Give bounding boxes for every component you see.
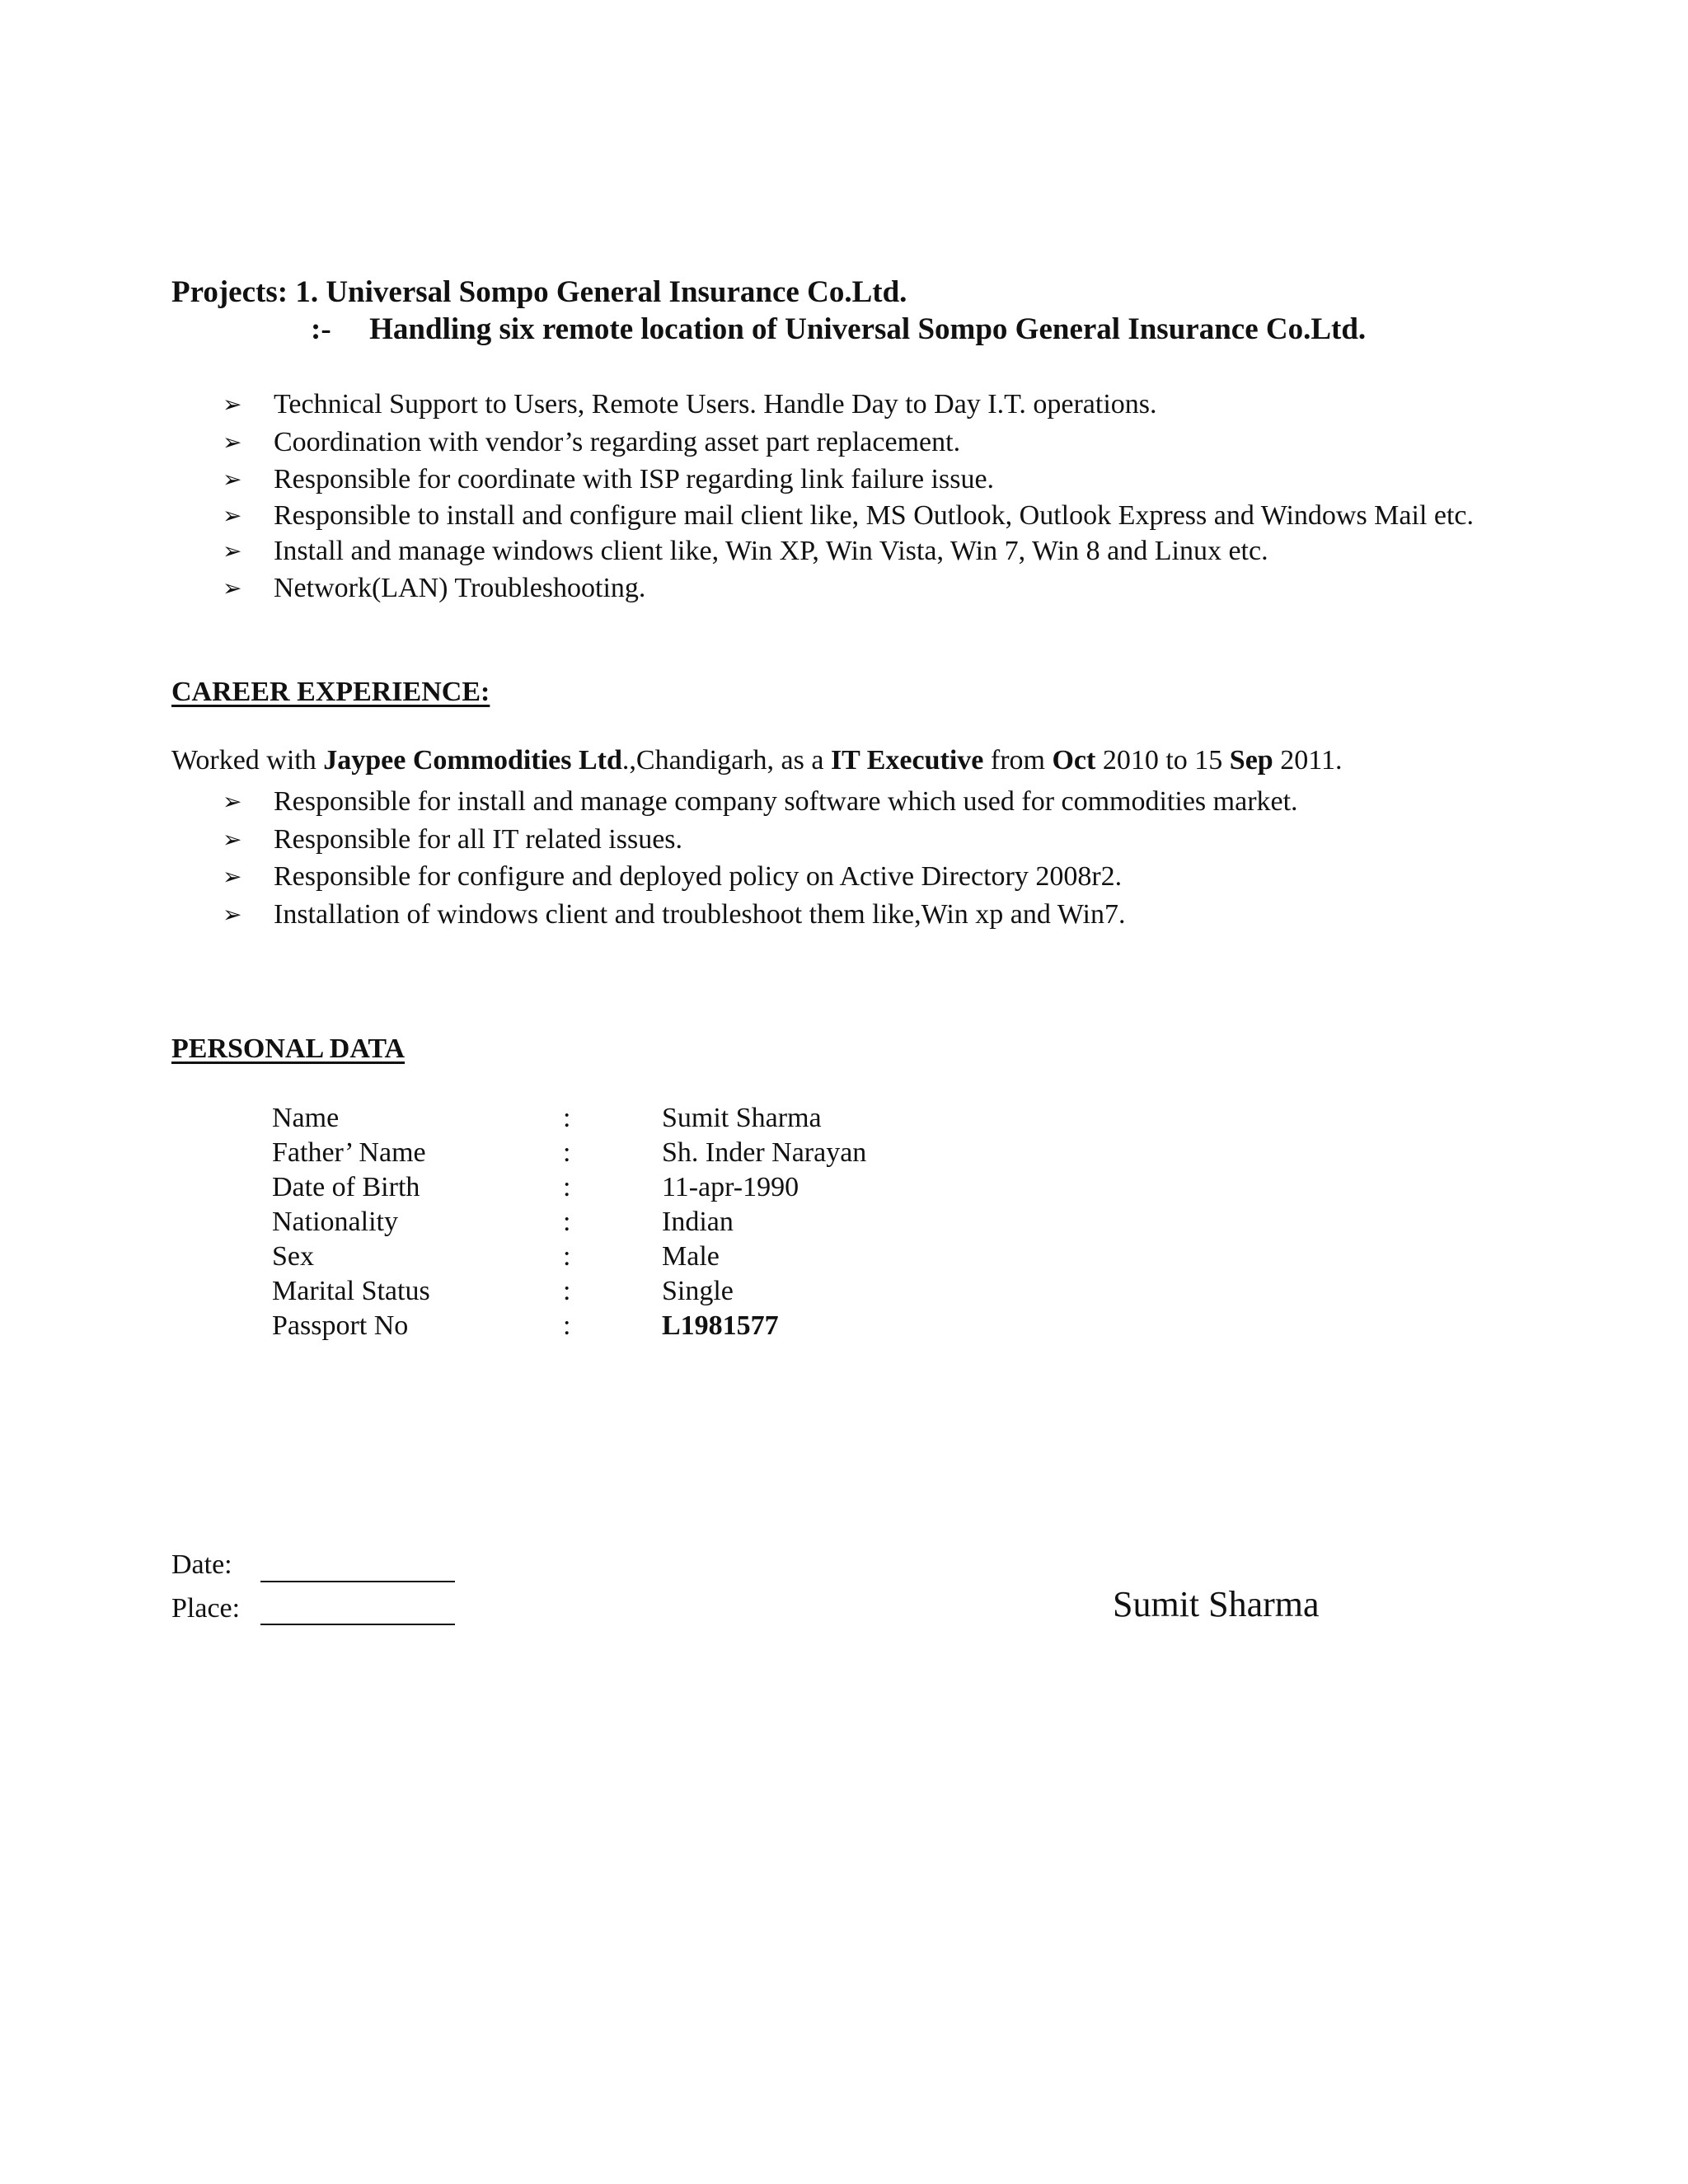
place-label: Place: bbox=[171, 1593, 241, 1624]
projects-label: Projects: bbox=[171, 275, 288, 309]
list-item: ➢ Responsible for coordinate with ISP regarding link failure issue. bbox=[223, 461, 1508, 499]
pd-value: Indian bbox=[662, 1207, 734, 1237]
pd-colon: : bbox=[563, 1172, 571, 1202]
career-heading: CAREER EXPERIENCE: bbox=[171, 677, 490, 707]
company-name: Jaypee Commodities Ltd bbox=[323, 745, 622, 776]
list-item: ➢ Responsible to install and configure mail client like, MS Outlook, Outlook Express and Windows Mail etc. bbox=[223, 499, 1475, 531]
list-item: ➢ Install and manage windows client like, Win XP, Win Vista, Win 7, Win 8 and Linux etc. bbox=[223, 532, 1508, 570]
arrow-bullet-icon: ➢ bbox=[223, 825, 242, 853]
projects-bullet-list bbox=[223, 386, 1508, 607]
arrow-bullet-icon: ➢ bbox=[223, 900, 242, 928]
projects-title-line bbox=[171, 277, 907, 307]
projects-subtitle: Handling six remote location of Universal Sompo General Insurance Co.Ltd. bbox=[369, 312, 1367, 346]
table-row bbox=[0, 1312, 989, 1347]
list-item: ➢ Coordination with vendor’s regarding asset part replacement. bbox=[223, 424, 1508, 462]
arrow-bullet-icon: ➢ bbox=[223, 537, 242, 565]
projects-sub-prefix: :- bbox=[311, 312, 331, 346]
pd-value: Single bbox=[662, 1276, 734, 1306]
list-item: ➢ Installation of windows client and troubleshoot them like,Win xp and Win7. bbox=[223, 896, 1508, 934]
arrow-bullet-icon: ➢ bbox=[223, 788, 242, 815]
list-item: ➢ Responsible for all IT related issues. bbox=[223, 821, 1508, 859]
projects-subtitle-line bbox=[311, 314, 1366, 344]
pd-colon: : bbox=[563, 1137, 571, 1168]
pd-colon: : bbox=[563, 1207, 571, 1237]
pd-value: Sh. Inder Narayan bbox=[662, 1137, 867, 1168]
pd-label: Sex bbox=[272, 1241, 314, 1272]
table-row bbox=[0, 1208, 989, 1243]
personal-data-heading: PERSONAL DATA bbox=[171, 1033, 406, 1064]
pd-value: Sumit Sharma bbox=[662, 1103, 822, 1133]
pd-colon: : bbox=[563, 1241, 571, 1272]
projects-title: 1. Universal Sompo General Insurance Co.Ltd. bbox=[295, 275, 907, 309]
list-item: ➢ Technical Support to Users, Remote Users. Handle Day to Day I.T. operations. bbox=[223, 386, 1508, 424]
pd-colon: : bbox=[563, 1276, 571, 1306]
signature-name: Sumit Sharma bbox=[1113, 1584, 1320, 1624]
table-row bbox=[0, 1104, 989, 1139]
pd-colon: : bbox=[563, 1310, 571, 1341]
pd-colon: : bbox=[563, 1103, 571, 1133]
arrow-bullet-icon: ➢ bbox=[223, 466, 242, 493]
arrow-bullet-icon: ➢ bbox=[223, 863, 242, 890]
pd-label: Father’ Name bbox=[272, 1137, 426, 1168]
table-row bbox=[0, 1139, 989, 1174]
arrow-bullet-icon: ➢ bbox=[223, 574, 242, 602]
list-item: ➢ Network(LAN) Troubleshooting. bbox=[223, 569, 1508, 607]
table-row bbox=[0, 1174, 989, 1208]
pd-label: Nationality bbox=[272, 1207, 398, 1237]
table-row bbox=[0, 1243, 989, 1277]
list-item: ➢ Responsible for install and manage company software which used for commodities market. bbox=[223, 783, 1508, 821]
career-intro: Worked with Jaypee Commodities Ltd.,Chandigarh, as a IT Executive from Oct 2010 to 15 Sep 2011. bbox=[171, 745, 1343, 776]
arrow-bullet-icon: ➢ bbox=[223, 391, 242, 418]
arrow-bullet-icon: ➢ bbox=[223, 428, 242, 456]
career-bullet-list bbox=[223, 783, 1508, 933]
pd-value: 11-apr-1990 bbox=[662, 1172, 799, 1202]
date-label: Date: bbox=[171, 1549, 232, 1580]
pd-label: Marital Status bbox=[272, 1276, 430, 1306]
pd-value: Male bbox=[662, 1241, 720, 1272]
pd-label: Passport No bbox=[272, 1310, 409, 1341]
pd-label: Date of Birth bbox=[272, 1172, 420, 1202]
job-role: IT Executive bbox=[830, 745, 984, 776]
list-item: ➢ Responsible for configure and deployed policy on Active Directory 2008r2. bbox=[223, 858, 1508, 896]
arrow-bullet-icon: ➢ bbox=[223, 501, 242, 529]
passport-number: L1981577 bbox=[662, 1310, 779, 1341]
place-blank-line bbox=[260, 1624, 455, 1625]
pd-label: Name bbox=[272, 1103, 340, 1133]
date-blank-line bbox=[260, 1581, 455, 1582]
table-row bbox=[0, 1277, 989, 1312]
